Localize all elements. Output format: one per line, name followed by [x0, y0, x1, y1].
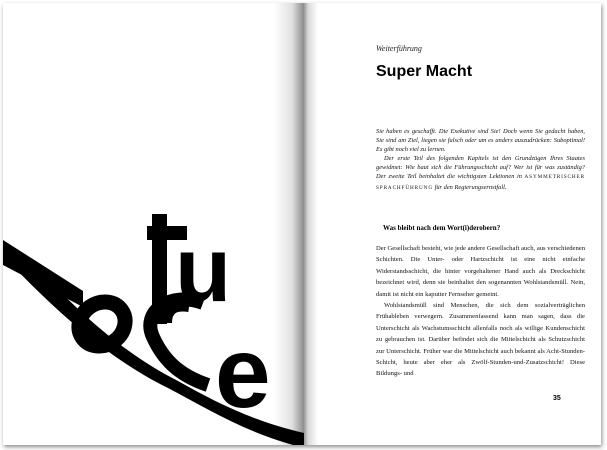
intro-paragraph-2 [376, 154, 585, 192]
chapter-kicker: Weiterführung [376, 44, 422, 53]
diagonal-band-upper [3, 240, 83, 307]
glyph-u: u [175, 219, 232, 321]
left-page [3, 3, 304, 445]
typographic-artwork [3, 3, 304, 445]
intro-p2-caps: ASYMMETRISCHER SPRACHFÜHRUNG [376, 174, 585, 191]
page-number: 35 [553, 395, 561, 402]
gutter-shadow-left [274, 3, 304, 445]
glyph-e: e [215, 317, 271, 429]
right-page [304, 3, 601, 445]
intro-paragraph-1: Sie haben es geschafft. Die Exekutive sind Sie! Doch wenn Sie gedacht haben, Sie sind am Ziel, liegen sie falsch oder um es anders auszudrücken: Suboptimal! Es gibt noch viel zu lernen. [376, 128, 585, 154]
section-subhead: Was bleibt nach dem Wort(i)derobern? [383, 224, 501, 232]
intro-text [376, 127, 585, 193]
body-paragraph-1: Der Gesellschaft besteht, wie jede andere Gesellschaft auch, aus verschiedenen Schichten. Die Unter- oder Hartzschicht ist eine nicht einfache Widerstandsschicht, die hinter vorgehaltener Hand auch als Dreckschicht bezeichnet wird, denn sie beinhaltet den sogenannten Wohlstandsmüll. Nein, damit ist nicht ein kaputter Fernseher gemeint. [376, 245, 585, 298]
body-text [376, 243, 585, 380]
gutter-shadow-right [304, 3, 318, 445]
chapter-title: Super Macht [376, 63, 473, 80]
open-book-spread [3, 3, 601, 445]
intro-p2-after: für den Regierungsernstfall. [434, 183, 507, 191]
intro-p2-before: Der erste Teil des folgenden Kapitels ist den Grundzügen Ihres Staates gewidmet: Wie baut sich die Führungsschicht auf? Wer ist für was zuständig? Der zweite Teil beinhaltet die wichtigsten Lektionen in [376, 155, 585, 181]
body-paragraph-2: Wohlstandsmüll sind Menschen, die sich dem sozialverträglichen Frühableben verwegern. Zusammenfassend kann man sagen, dass die Unterschicht als Wachstumsschicht allenfalls noch als willige Kundenschicht zu gebrauchen ist. Darüber befindet sich die Mittelschicht als Schutzschicht zur Unterschicht. Früher war die Mittelschicht auch bekannt als Acht-Stunden-Schicht, heute aber eher als Zwölf-Stunden-und-Zusatzschicht! Diese Bildungs- und [376, 302, 585, 378]
